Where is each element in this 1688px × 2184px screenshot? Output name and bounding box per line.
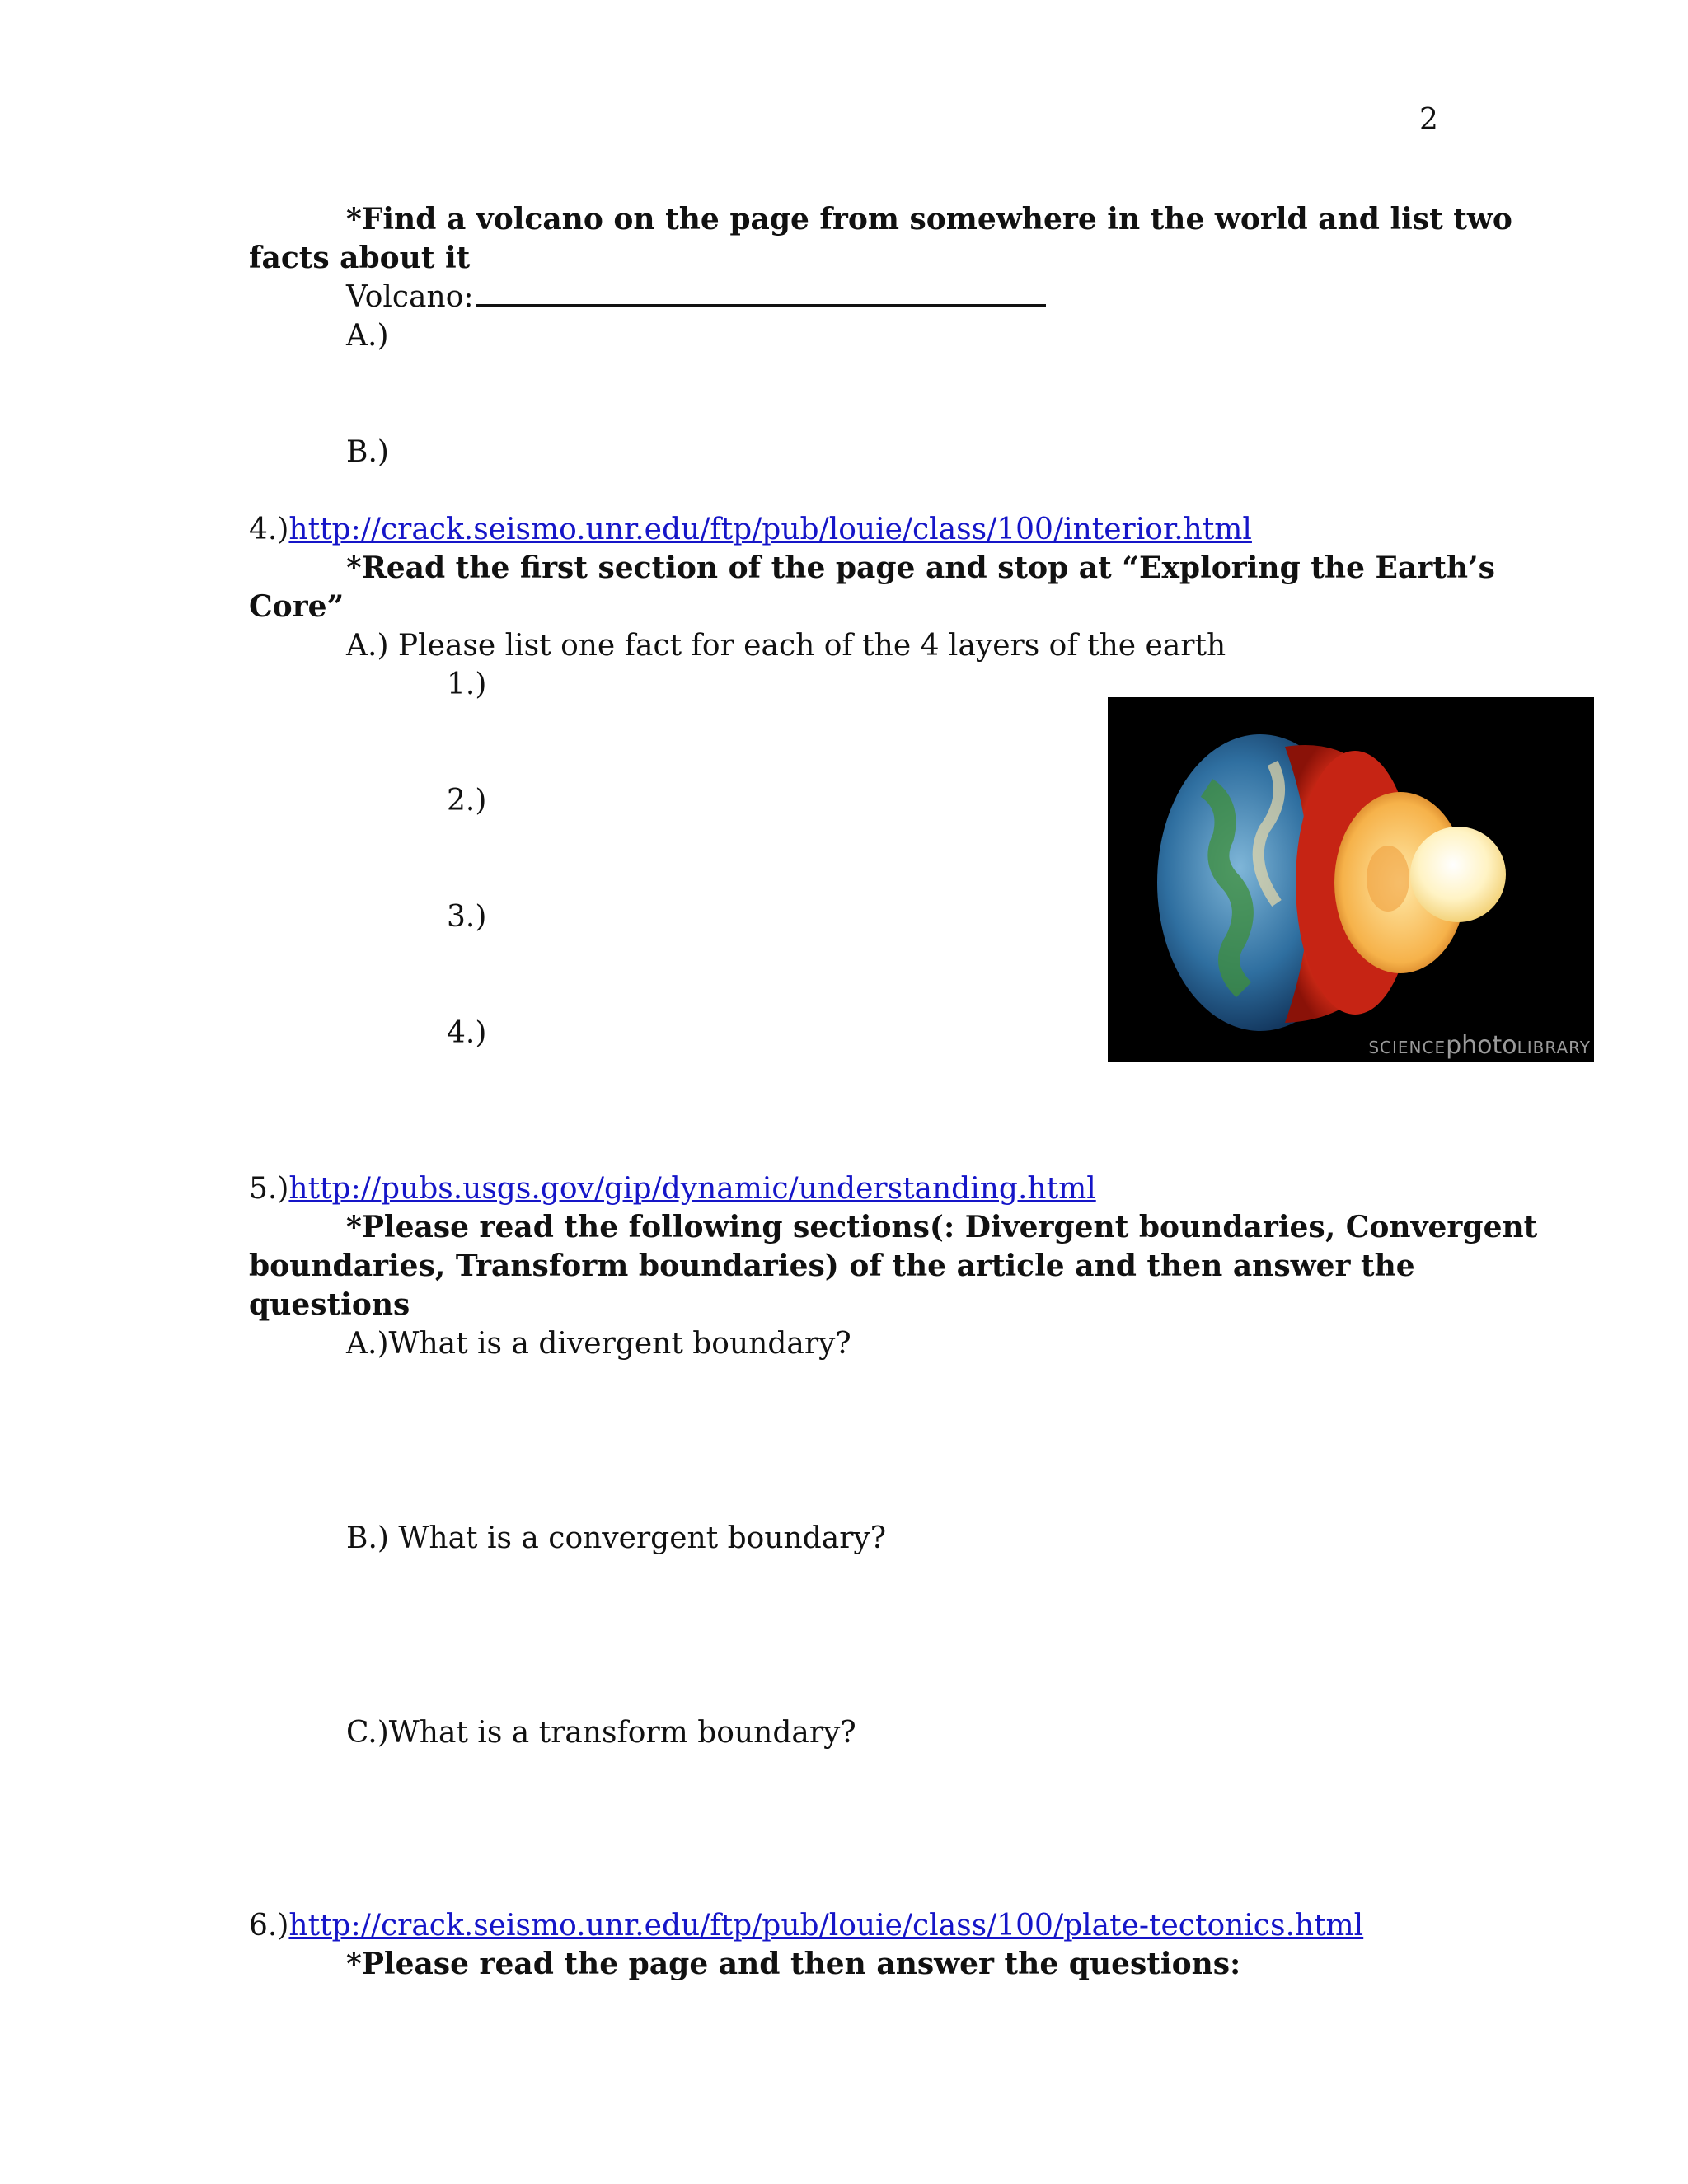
question-5-number: 5.) (249, 1172, 289, 1206)
question-6-heading (249, 1906, 1363, 1945)
question-4-number: 4.) (249, 513, 289, 546)
question-5-instruction-end: questions (249, 1287, 410, 1322)
question-4-part-a: A.) Please list one fact for each of the 4 layers of the earth (346, 629, 1226, 663)
fact-a-label: A.) (346, 319, 389, 353)
layer-item-2: 2.) (447, 784, 487, 818)
question-6-instruction: *Please read the page and then answer the questions: (346, 1947, 1241, 1981)
image-credit (1368, 1031, 1591, 1060)
image-credit-middle: photo (1446, 1031, 1517, 1060)
outer-core-hollow (1367, 846, 1409, 912)
question-4-heading (249, 510, 1252, 549)
question-5-instruction: *Please read the following sections(: Divergent boundaries, Convergent (346, 1210, 1538, 1244)
layer-item-4: 4.) (447, 1016, 487, 1050)
question-4-instruction: *Read the first section of the page and stop at “Exploring the Earth’s (346, 551, 1495, 585)
image-credit-prefix: SCIENCE (1368, 1038, 1447, 1057)
earth-cutaway-illustration (1108, 697, 1594, 1062)
volcano-instruction-cont: facts about it (249, 241, 471, 275)
inner-core-layer (1410, 827, 1506, 922)
volcano-answer-line[interactable] (476, 279, 1046, 307)
question-5-heading (249, 1169, 1096, 1208)
layer-item-3: 3.) (447, 900, 487, 934)
volcano-field (346, 278, 1046, 316)
question-4-instruction-cont: Core” (249, 589, 345, 624)
question-6-number: 6.) (249, 1909, 289, 1943)
question-5c: C.)What is a transform boundary? (346, 1716, 856, 1750)
question-4-link[interactable]: http://crack.seismo.unr.edu/ftp/pub/louie/class/100/interior.html (288, 513, 1252, 546)
layer-item-1: 1.) (447, 668, 487, 701)
earth-layers-image (1108, 697, 1594, 1062)
page-number: 2 (1419, 103, 1438, 137)
volcano-instruction: *Find a volcano on the page from somewhere in the world and list two (346, 202, 1512, 237)
question-5-link[interactable]: http://pubs.usgs.gov/gip/dynamic/understanding.html (288, 1172, 1096, 1206)
question-5-instruction-cont: boundaries, Transform boundaries) of the article and then answer the (249, 1249, 1415, 1283)
question-5a: A.)What is a divergent boundary? (346, 1327, 851, 1361)
fact-b-label: B.) (346, 435, 389, 469)
question-6-link[interactable]: http://crack.seismo.unr.edu/ftp/pub/louie/class/100/plate-tectonics.html (288, 1909, 1364, 1943)
image-credit-suffix: LIBRARY (1517, 1038, 1591, 1057)
question-5b: B.) What is a convergent boundary? (346, 1521, 887, 1555)
volcano-label: Volcano: (346, 280, 474, 314)
